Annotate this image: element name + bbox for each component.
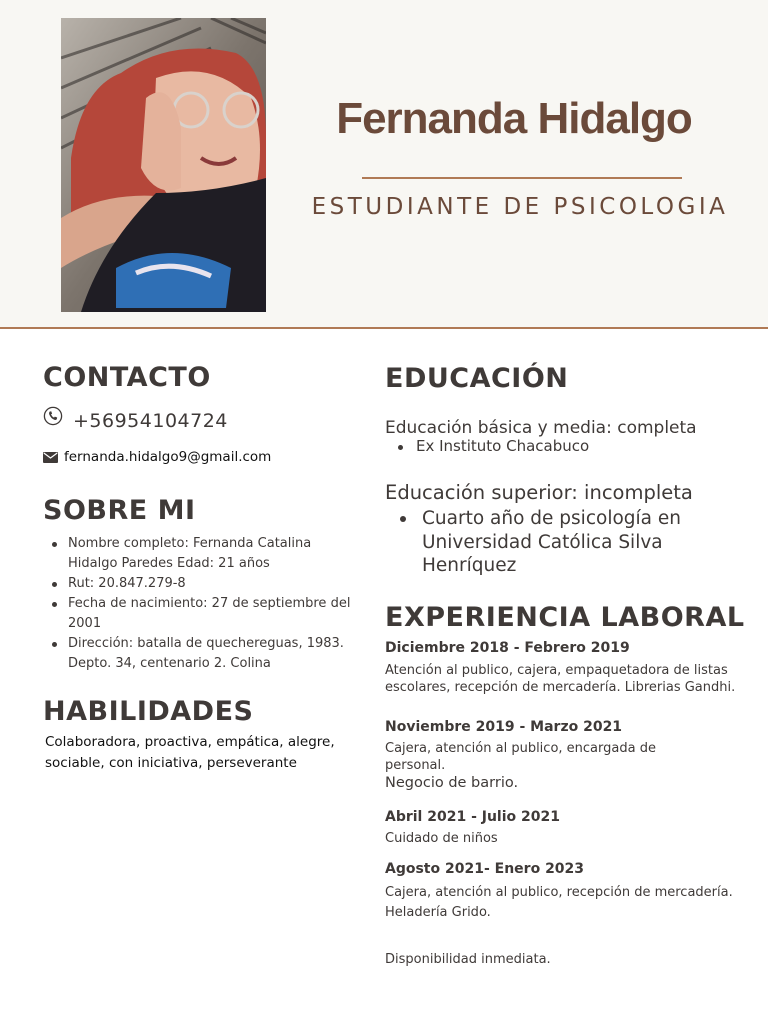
profile-photo-illustration [61,18,266,312]
job-place: Heladería Grido. [385,905,491,920]
about-list [50,534,355,674]
job-place: Negocio de barrio. [385,775,519,791]
availability-note: Disponibilidad inmediata. [385,952,551,967]
job-date: Noviembre 2019 - Marzo 2021 [385,719,623,735]
profile-photo [61,18,266,312]
job-description: Cajera, atención al publico, encargada de personal. [385,741,656,773]
phone-icon [43,406,63,426]
about-item: Rut: 20.847.279-8 [50,574,355,594]
education-heading: EDUCACIÓN [385,363,569,394]
experience-heading: EXPERIENCIA LABORAL [385,602,745,633]
email-row [43,449,271,465]
education-higher-list [400,507,720,578]
education-basic-title: Educación básica y media: completa [385,418,697,438]
about-item: Fecha de nacimiento: 27 de septiembre del 2001 [50,594,355,634]
candidate-name: Fernanda Hidalgo [336,94,692,143]
contact-heading: CONTACTO [43,362,211,393]
header [0,0,768,329]
email-address[interactable]: fernanda.hidalgo9@gmail.com [64,449,272,465]
job-date: Diciembre 2018 - Febrero 2019 [385,640,630,656]
job-date: Abril 2021 - Julio 2021 [385,809,560,825]
skills-text: Colaboradora, proactiva, empática, alegre, sociable, con iniciativa, perseverante [45,734,335,771]
job-date: Agosto 2021- Enero 2023 [385,861,585,877]
about-item: Dirección: batalla de quechereguas, 1983. Depto. 34, centenario 2. Colina [50,634,355,674]
about-heading: SOBRE MI [43,495,196,526]
about-item: Nombre completo: Fernanda Catalina Hidalgo Paredes Edad: 21 años [50,534,355,574]
skills-heading: HABILIDADES [43,696,254,727]
education-basic-item: Ex Instituto Chacabuco [398,437,589,455]
name-divider [362,177,682,179]
phone-number[interactable]: +56954104724 [73,410,228,432]
candidate-role: ESTUDIANTE DE PSICOLOGIA [311,194,729,220]
job-description: Atención al publico, cajera, empaquetadora de listas escolares, recepción de mercadería. Librerias Gandhi. [385,663,736,695]
education-basic-list [398,437,589,455]
education-higher-title: Educación superior: incompleta [385,481,693,504]
envelope-icon [43,452,58,463]
job-description: Cuidado de niños [385,831,498,846]
job-description: Cajera, atención al publico, recepción de mercadería. [385,885,733,900]
education-higher-item: Cuarto año de psicología en Universidad Católica Silva Henríquez [400,507,720,578]
phone-row [43,406,228,436]
